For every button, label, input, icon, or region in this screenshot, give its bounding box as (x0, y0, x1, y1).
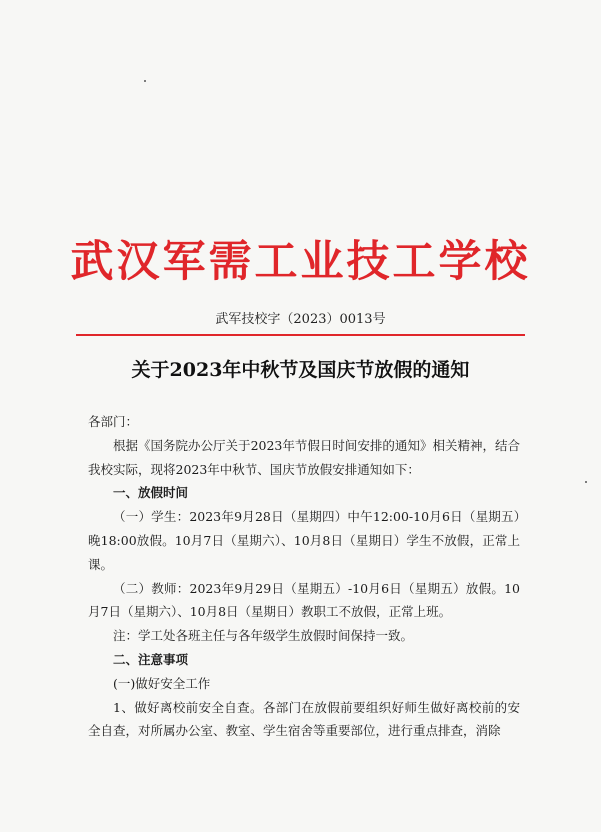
document-title: 关于2023年中秋节及国庆节放假的通知 (131, 359, 470, 381)
document-body (88, 410, 520, 743)
subsection-heading-safety: (一)做好安全工作 (113, 675, 211, 691)
safety-point-1: 1、做好离校前安全自查。各部门在放假前要组织好师生做好离校前的安全自查，对所属办公室、教室、学生宿舍等重要部位，进行重点排查，消除 (88, 699, 520, 739)
section-heading-holiday-time: 一、放假时间 (113, 485, 189, 501)
teachers-schedule-paragraph: （二）教师：2023年9月29日（星期五）-10月6日（星期五）放假。10月7日（星期六）、10月8日（星期日）教职工不放假，正常上班。 (88, 580, 520, 620)
scan-speck (144, 80, 146, 82)
document-number: 武军技校字（2023）0013号 (215, 312, 386, 327)
scan-speck (585, 481, 587, 483)
red-divider-line (76, 334, 525, 336)
org-name-header: 武汉军需工业技工学校 (70, 237, 531, 287)
intro-paragraph: 根据《国务院办公厅关于2023年节假日时间安排的通知》相关精神，结合我校实际，现将2023年中秋节、国庆节放假安排通知如下： (88, 437, 520, 477)
note-paragraph: 注：学工处各班主任与各年级学生放假时间保持一致。 (113, 628, 414, 644)
section-heading-notes: 二、注意事项 (113, 651, 189, 667)
salutation: 各部门： (88, 414, 139, 429)
students-schedule-paragraph: （一）学生：2023年9月28日（星期四）中午12:00-10月6日（星期五）晚18:00放假。10月7日（星期六）、10月8日（星期日）学生不放假，正常上课。 (88, 509, 520, 572)
